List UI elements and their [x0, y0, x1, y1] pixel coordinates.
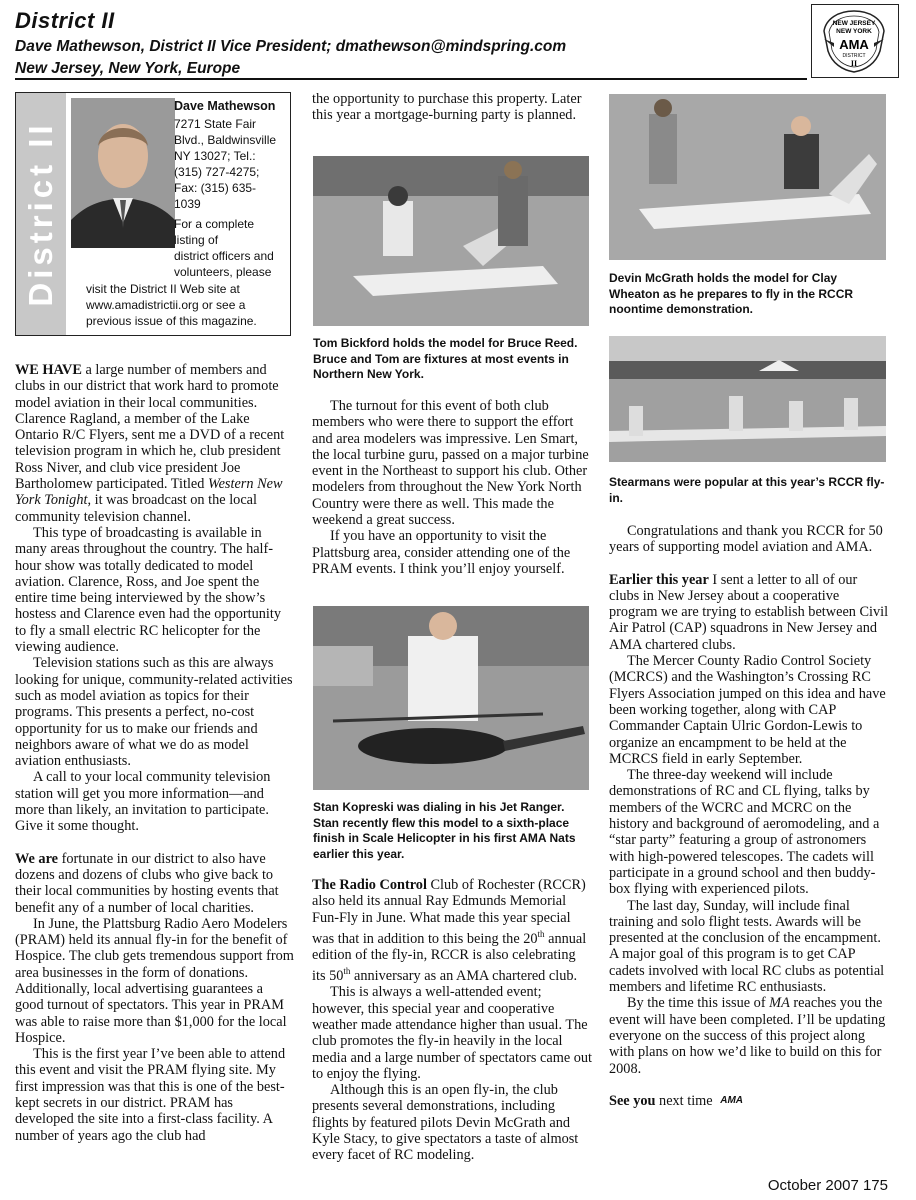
vp-address-1: 7271 State Fair [174, 117, 257, 131]
vp-fax: Fax: (315) 635- [174, 181, 257, 195]
logo-text-new-york: NEW YORK [836, 28, 872, 35]
vp-fax-2: 1039 [174, 197, 201, 211]
ama-sign-off-mark: AMA [720, 1095, 744, 1107]
listing-note-2: listing of [174, 233, 219, 247]
column-2-top [312, 91, 592, 124]
logo-text-ama: AMA [839, 37, 869, 52]
paragraph: A call to your local community television station will get you more information—and more than likely, an invitation to participate. Give it some thought. [15, 769, 271, 835]
photo-devin-mcgrath-model [609, 94, 886, 260]
paragraph: the opportunity to purchase this property. Later this year a mortgage-burning party is planned. [312, 91, 582, 124]
web-note-1: visit the District II Web site at [86, 282, 240, 296]
paragraph: This type of broadcasting is available in many areas throughout the country. The half-hour show was totally dedicated to model aviation. Clarence, Ross, and Joe spent the entire time being interviewed by the show’s hostess and Clarence even had the opportunity to fly a small electric RC helicopter for the viewing audience. [15, 524, 282, 656]
column-2-bottom [312, 877, 592, 1164]
web-note-3: previous issue of this magazine. [86, 314, 257, 328]
paragraph: The turnout for this event of both club members who were there to support the effort and area modelers was impressive. Len Smart, the local turbine guru, passed on a major turbine event in the Northeast to support his club. Other modelers from throughout the New York North Country were there as well. This made the weekend a great success. [312, 398, 589, 529]
paragraph: If you have an opportunity to visit the Plattsburg area, consider attending one of the PRAM events. I think you’ll enjoy yourself. [312, 528, 571, 577]
vp-address-3: NY 13027; Tel.: [174, 149, 256, 163]
column-2-mid [312, 398, 592, 577]
paragraph: Television stations such as this are always looking for unique, community-related activities such as model aviation as topics for their programs. This presents a perfect, no-cost opportunity for us to make our friends and neighbors aware of what we do as model aviation enthusiasts. [15, 655, 293, 770]
paragraph: The last day, Sunday, will include final training and solo flight tests. Awards will be presented at the conclusion of the encampment. A major goal of this program is to get CAP cadets involved with local RC clubs as potential members and lifetime RC enthusiasts. [609, 897, 885, 996]
logo-text-district: DISTRICT [842, 53, 866, 59]
photo-caption: Stan Kopreski was dialing in his Jet Ranger. Stan recently flew this model to a sixth-place finish in Scale Helicopter in his first AMA Nats earlier this year. [313, 800, 576, 861]
paragraph: WE HAVE a large number of members and clubs in our district that work hard to promote model aviation in their local communities. Clarence Ragland, a member of the Lake Ontario R/C Flyers, sent me a DVD of a recent television program in which he, club president Ross Niver, and club vice president Joe Bartholomew participated. Titled Western New York Tonight, it was broadcast on the local community television channel. [15, 362, 285, 525]
vp-name: Dave Mathewson [174, 99, 276, 113]
page-footer [768, 1177, 888, 1194]
photo-caption: Tom Bickford holds the model for Bruce Reed. Bruce and Tom are fixtures at most events in Northern New York. [313, 336, 578, 381]
paragraph: We are fortunate in our district to also have dozens and dozens of clubs who give back to their local communities by hosting events that benefit any of a number of local charities. [15, 850, 279, 916]
vp-portrait-photo [71, 98, 175, 248]
paragraph: This is always a well-attended event; however, this special year and cooperative weather made attendance higher than usual. The club promotes the fly-in heavily in the local media and a large number of spectators came out to enjoy the flying. [312, 984, 593, 1082]
paragraph: The three-day weekend will include demonstrations of RC and CL flying, talks by members of the WCRC and MCRC on the history and background of aeromodeling, and a “star party” featuring a group of astronomers with high-powered telescopes. The cadets will participate in a ground school and then buddy-box flying with experienced pilots. [609, 767, 880, 898]
web-note-url: www.amadistrictii.org or see a [86, 298, 246, 312]
listing-note-3: district officers and [174, 249, 274, 263]
vp-phone: (315) 727-4275; [174, 165, 260, 179]
page-title: District II [15, 8, 115, 33]
header-rule [15, 78, 807, 80]
page-number: 175 [862, 1177, 888, 1194]
ama-district-logo [811, 4, 899, 78]
paragraph: Although this is an open fly-in, the club presents several demonstrations, including flights by featured pilots Devin McGrath and Kyle Stacy, to give spectators a taste of almost every facet of RC modeling. [312, 1082, 579, 1164]
photo-jet-ranger [313, 606, 589, 790]
issue-date: October 2007 [767, 1177, 859, 1194]
listing-note-4: volunteers, please [174, 265, 272, 279]
vp-contact-line: Dave Mathewson, District II Vice President; dmathewson@mindspring.com [15, 38, 567, 55]
photo-stearmans [609, 336, 886, 462]
paragraph: Congratulations and thank you RCCR for 50 years of supporting model aviation and AMA. [609, 523, 883, 556]
paragraph: See you next time AMA [609, 1092, 744, 1109]
paragraph: This is the first year I’ve been able to attend this event and visit the PRAM flying site. My first impression was that this is one of the best-kept secrets in our district. PRAM has developed the site into a first-class facility. A number of years ago the club had [15, 1046, 286, 1144]
district-vertical-band [16, 93, 66, 335]
logo-text-new-jersey: NEW JERSEY [832, 20, 876, 27]
vp-address-2: Blvd., Baldwinsville [174, 133, 277, 147]
column-1 [15, 362, 295, 1144]
paragraph: In June, the Plattsburg Radio Aero Modelers (PRAM) held its annual fly-in for the benefit of Hospice. The club gets tremendous support from area businesses in the form of donations. Additionally, local advertising guarantees a good turnout of spectators. This year in PRAM was able to raise more than $1,000 for the local Hospice. [15, 915, 294, 1046]
photo-tom-bickford-model [313, 156, 589, 326]
paragraph: The Radio Control Club of Rochester (RCCR) also held its annual Ray Edmunds Memorial Fun-Fly in June. What made this year special was that in addition to this being the 20th annual edition of the fly-in, RCCR is also celebrating its 50th anniversary as an AMA chartered club. [312, 877, 587, 985]
logo-text-numeral: II [850, 59, 858, 68]
listing-note-1: For a complete [174, 217, 255, 231]
paragraph: Earlier this year I sent a letter to all of our clubs in New Jersey about a cooperative program we are trying to establish between Civil Air Patrol (CAP) squadrons in New Jersey and AMA chartered clubs. [609, 571, 889, 653]
paragraph: By the time this issue of MA reaches you the event will have been completed. I’ll be updating everyone on the success of this project along with plans on how we’d like to build on this for 2008. [609, 995, 886, 1077]
paragraph: The Mercer County Radio Control Society (MCRCS) and the Washington’s Crossing RC Flyers Association jumped on this idea and have been working together, along with CAP Commander Captain Ulric Gordon-Lewis to organize an encampment to be held at the MCRCS field in early September. [609, 653, 886, 767]
photo-caption: Stearmans were popular at this year’s RCCR fly-in. [609, 475, 885, 505]
vp-info-box [15, 92, 291, 336]
column-3-text [609, 523, 891, 1110]
photo-caption: Devin McGrath holds the model for Clay Wheaton as he prepares to fly in the RCCR noontime demonstration. [609, 271, 854, 316]
region-line: New Jersey, New York, Europe [15, 60, 241, 77]
district-vertical-label: District II [22, 121, 59, 307]
